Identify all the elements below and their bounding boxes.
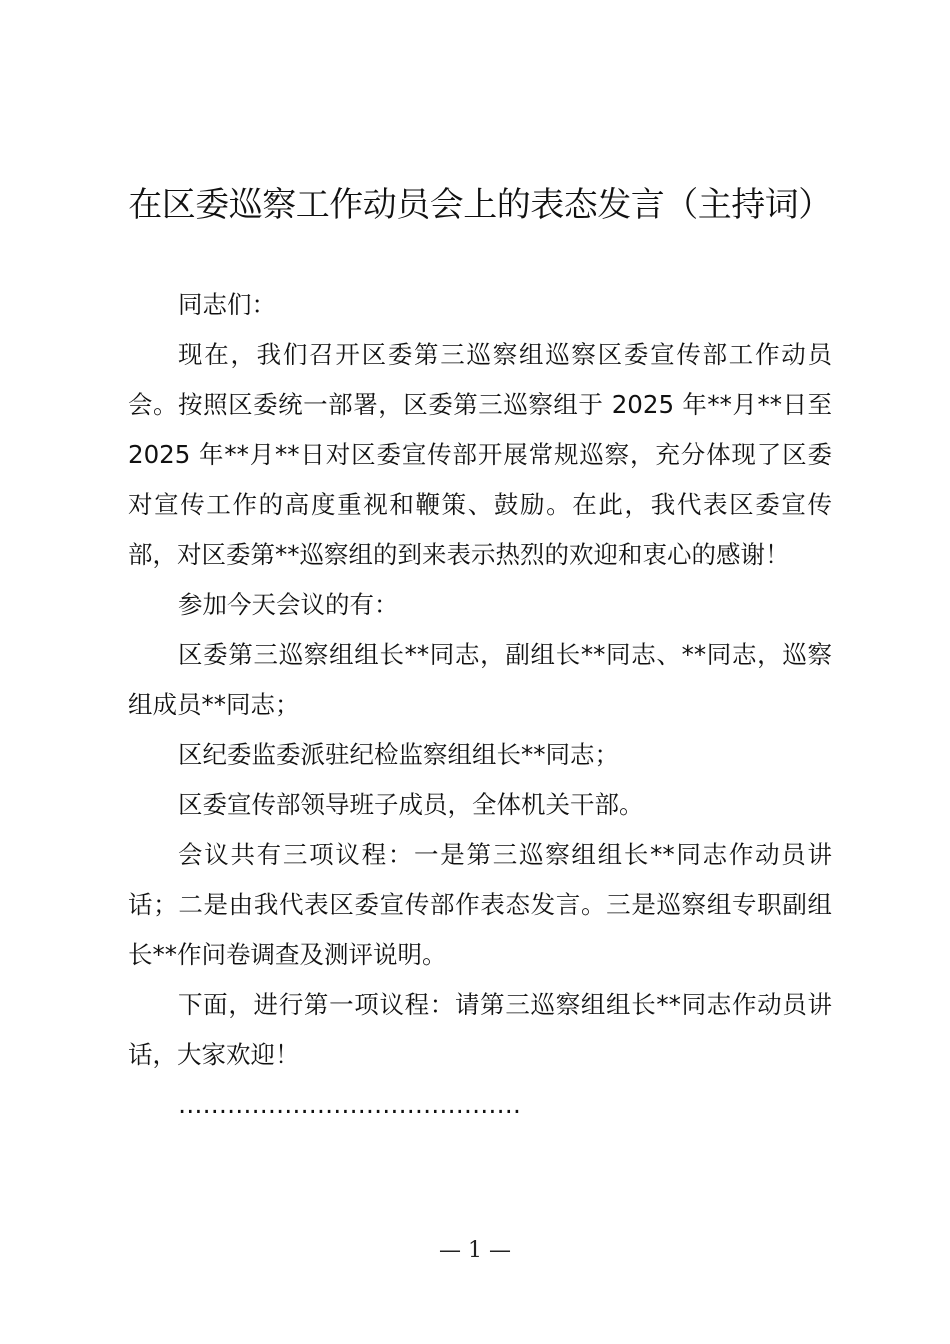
- page-number: — 1 —: [439, 1238, 511, 1263]
- paragraph-attendees-intro: 参加今天会议的有：: [178, 590, 399, 619]
- document-title: 在区委巡察工作动员会上的表态发言（主持词）: [128, 185, 832, 225]
- paragraph-attendees-discipline: 区纪委监委派驻纪检监察组组长**同志；: [178, 740, 619, 769]
- paragraph-salutation: 同志们：: [178, 290, 276, 319]
- paragraph-opening: 现在，我们召开区委第三巡察组巡察区委宣传部工作动员会。按照区委统一部署，区委第三巡察组于 2025 年**月**日至 2025 年**月**日对区委宣传部开展常规巡察，充分体现了区委对宣传工作的高度重视和鞭策、鼓励。在此，我代表区委宣传部，对区委第**巡察组的到来表示热烈的欢迎和衷心的感谢！: [128, 340, 832, 569]
- paragraph-first-item: 下面，进行第一项议程：请第三巡察组组长**同志作动员讲话，大家欢迎！: [128, 990, 832, 1069]
- paragraph-attendees-inspection-team: 区委第三巡察组组长**同志，副组长**同志、**同志，巡察组成员**同志；: [128, 640, 832, 719]
- paragraph-agenda: 会议共有三项议程：一是第三巡察组组长**同志作动员讲话；二是由我代表区委宣传部作表态发言。三是巡察组专职副组长**作问卷调查及测评说明。: [128, 840, 832, 969]
- paragraph-attendees-department: 区委宣传部领导班子成员，全体机关干部。: [178, 790, 644, 819]
- document-body: [128, 280, 832, 1130]
- paragraph-ellipsis: ……………………………………: [178, 1090, 521, 1119]
